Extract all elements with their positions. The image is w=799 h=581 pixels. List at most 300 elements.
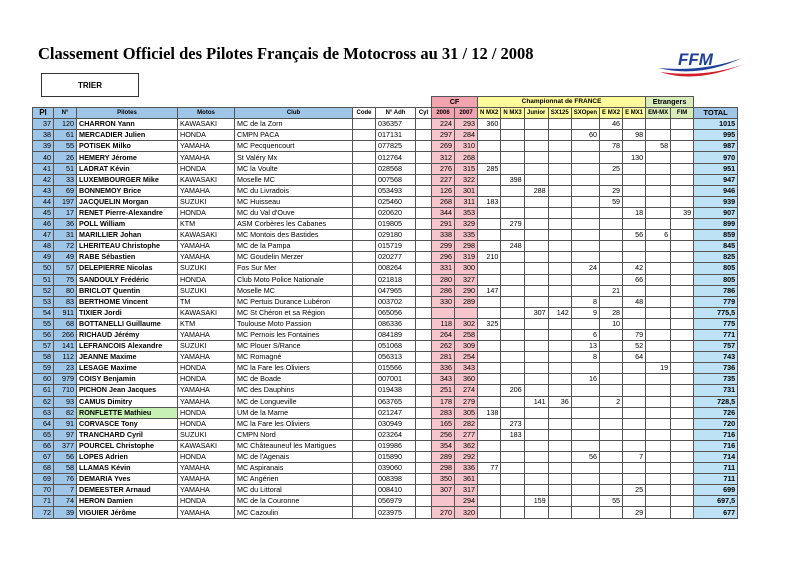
- cell-junior: [524, 196, 548, 207]
- cell-sx125: [548, 274, 571, 285]
- cell-sxopen: [571, 474, 599, 485]
- cell-cf-2006: 354: [432, 440, 455, 451]
- cell-nmx2: [478, 385, 501, 396]
- cell-emx2: [600, 341, 623, 352]
- cell-emx1: [623, 185, 646, 196]
- cell-adh: 023975: [376, 507, 416, 518]
- cell-code: [353, 263, 376, 274]
- cell-em-mx: [646, 341, 671, 352]
- cell-cf-2007: 329: [455, 219, 478, 230]
- cell-pl: 61: [33, 385, 54, 396]
- cell-club: CMPN PACA: [235, 130, 353, 141]
- cell-pl: 41: [33, 163, 54, 174]
- cell-emx1: 25: [623, 485, 646, 496]
- cell-sx125: [548, 230, 571, 241]
- cell-junior: [524, 385, 548, 396]
- championnat-group-header: Championnat de FRANCE: [478, 97, 646, 108]
- cell-emx2: [600, 219, 623, 230]
- cell-pl: 71: [33, 496, 54, 507]
- cell-sx125: 142: [548, 307, 571, 318]
- cell-emx1: [623, 285, 646, 296]
- cell-cf-2007: 268: [455, 152, 478, 163]
- cell-moto: SUZUKI: [178, 196, 235, 207]
- cell-club: MC de Boade: [235, 374, 353, 385]
- cell-no: 76: [54, 474, 77, 485]
- cell-code: [353, 429, 376, 440]
- cell-emx2: 46: [600, 119, 623, 130]
- cell-moto: YAMAHA: [178, 329, 235, 340]
- cell-nmx3: [501, 352, 524, 363]
- cell-adh: 007001: [376, 374, 416, 385]
- cell-cf-2006: 296: [432, 252, 455, 263]
- cell-club: MC de la Zorn: [235, 119, 353, 130]
- col-header-2006[interactable]: 2006: [432, 108, 455, 119]
- cell-name: LESAGE Maxime: [77, 363, 178, 374]
- cell-nmx3: [501, 152, 524, 163]
- cell-name: RENET Pierre-Alexandre: [77, 207, 178, 218]
- cell-code: [353, 130, 376, 141]
- cell-total: 951: [694, 163, 738, 174]
- col-header-nmx3[interactable]: N MX3: [501, 108, 524, 119]
- cell-sxopen: 8: [571, 296, 599, 307]
- cell-total: 775: [694, 318, 738, 329]
- cell-cf-2007: 254: [455, 352, 478, 363]
- cell-no: 7: [54, 485, 77, 496]
- cell-no: 377: [54, 440, 77, 451]
- cell-pl: 43: [33, 185, 54, 196]
- cell-club: MC Goudelin Merzer: [235, 252, 353, 263]
- table-row: [33, 207, 738, 218]
- cell-emx2: [600, 174, 623, 185]
- cell-emx1: [623, 141, 646, 152]
- cell-cf-2006: 297: [432, 130, 455, 141]
- cell-name: POTISEK Milko: [77, 141, 178, 152]
- cell-code: [353, 185, 376, 196]
- cell-cf-2006: 336: [432, 363, 455, 374]
- cell-pl: 64: [33, 418, 54, 429]
- col-header-emx1[interactable]: E MX1: [623, 108, 646, 119]
- cell-no: 68: [54, 318, 77, 329]
- cell-name: LEFRANCOIS Alexandre: [77, 341, 178, 352]
- cell-cyl: [416, 185, 432, 196]
- cell-cf-2006: 298: [432, 463, 455, 474]
- cell-no: 58: [54, 463, 77, 474]
- cell-em-mx: [646, 252, 671, 263]
- cell-nmx2: [478, 352, 501, 363]
- cell-moto: SUZUKI: [178, 263, 235, 274]
- col-header-code[interactable]: Code: [353, 108, 376, 119]
- cell-emx1: [623, 396, 646, 407]
- cell-cf-2007: 361: [455, 474, 478, 485]
- cell-cyl: [416, 285, 432, 296]
- cell-emx2: [600, 152, 623, 163]
- cell-cf-2007: 335: [455, 230, 478, 241]
- cell-no: 69: [54, 185, 77, 196]
- col-header-motos[interactable]: Motos: [178, 108, 235, 119]
- cell-sx125: [548, 329, 571, 340]
- cell-emx1: [623, 307, 646, 318]
- cell-cyl: [416, 241, 432, 252]
- cell-cyl: [416, 230, 432, 241]
- col-header-sx125[interactable]: SX125: [548, 108, 571, 119]
- cell-adh: 084189: [376, 329, 416, 340]
- cell-sxopen: 56: [571, 452, 599, 463]
- cell-pl: 69: [33, 474, 54, 485]
- cell-fim: [671, 474, 694, 485]
- cell-nmx3: [501, 507, 524, 518]
- cell-adh: 008410: [376, 485, 416, 496]
- cell-club: MC Aspiranais: [235, 463, 353, 474]
- cell-name: POLL William: [77, 219, 178, 230]
- cell-cf-2006: 270: [432, 507, 455, 518]
- cell-nmx2: [478, 396, 501, 407]
- cell-cyl: [416, 263, 432, 274]
- cell-moto: YAMAHA: [178, 385, 235, 396]
- cell-pl: 42: [33, 174, 54, 185]
- cell-emx1: 52: [623, 341, 646, 352]
- cell-sx125: [548, 196, 571, 207]
- table-row: [33, 396, 738, 407]
- cell-junior: [524, 285, 548, 296]
- cell-name: LOPES Adrien: [77, 452, 178, 463]
- cell-sx125: [548, 418, 571, 429]
- cell-nmx2: [478, 363, 501, 374]
- table-row: [33, 296, 738, 307]
- cell-cf-2006: 118: [432, 318, 455, 329]
- table-row: [33, 263, 738, 274]
- cell-nmx3: [501, 296, 524, 307]
- col-header-cyl[interactable]: Cyl: [416, 108, 432, 119]
- cell-adh: 077825: [376, 141, 416, 152]
- cell-fim: [671, 163, 694, 174]
- cell-adh: 056313: [376, 352, 416, 363]
- cell-moto: HONDA: [178, 418, 235, 429]
- cell-cf-2006: 281: [432, 352, 455, 363]
- cell-pl: 66: [33, 440, 54, 451]
- cell-total: 825: [694, 252, 738, 263]
- cell-pl: 56: [33, 329, 54, 340]
- cell-junior: 141: [524, 396, 548, 407]
- cell-cf-2006: 338: [432, 230, 455, 241]
- cell-club: ASM Corbères les Cabanes: [235, 219, 353, 230]
- cell-code: [353, 374, 376, 385]
- cell-sxopen: [571, 496, 599, 507]
- col-header-fim[interactable]: FIM: [671, 108, 694, 119]
- cell-emx2: [600, 440, 623, 451]
- cell-cyl: [416, 329, 432, 340]
- cell-sxopen: [571, 252, 599, 263]
- cell-total: 757: [694, 341, 738, 352]
- cell-code: [353, 418, 376, 429]
- cell-total: 728,5: [694, 396, 738, 407]
- cell-sx125: [548, 318, 571, 329]
- cell-code: [353, 407, 376, 418]
- cell-emx2: [600, 385, 623, 396]
- cell-name: BRICLOT Quentin: [77, 285, 178, 296]
- cell-nmx3: [501, 230, 524, 241]
- cell-moto: HONDA: [178, 407, 235, 418]
- cell-club: MC Huisseau: [235, 196, 353, 207]
- table-row: [33, 440, 738, 451]
- col-header-2007[interactable]: 2007: [455, 108, 478, 119]
- cell-nmx2: [478, 130, 501, 141]
- cell-pl: 48: [33, 241, 54, 252]
- cell-emx2: [600, 463, 623, 474]
- cell-pl: 54: [33, 307, 54, 318]
- cell-em-mx: [646, 352, 671, 363]
- cell-code: [353, 474, 376, 485]
- cell-fim: [671, 385, 694, 396]
- table-row: [33, 407, 738, 418]
- cell-nmx2: [478, 341, 501, 352]
- col-header-pilotes[interactable]: Pilotes: [77, 108, 178, 119]
- cell-fim: 39: [671, 207, 694, 218]
- cell-moto: HONDA: [178, 274, 235, 285]
- cell-no: 710: [54, 385, 77, 396]
- cell-nmx3: 183: [501, 429, 524, 440]
- cell-cf-2007: 353: [455, 207, 478, 218]
- col-header-sxopen[interactable]: SXOpen: [571, 108, 599, 119]
- svg-text:FFM: FFM: [678, 50, 713, 69]
- cell-code: [353, 307, 376, 318]
- cell-emx2: [600, 252, 623, 263]
- cell-moto: HONDA: [178, 207, 235, 218]
- cell-nmx3: [501, 185, 524, 196]
- cell-name: HERON Damien: [77, 496, 178, 507]
- cell-code: [353, 219, 376, 230]
- table-row: [33, 230, 738, 241]
- cell-adh: 036357: [376, 119, 416, 130]
- cell-cf-2006: 126: [432, 185, 455, 196]
- cell-emx2: [600, 485, 623, 496]
- cell-pl: 45: [33, 207, 54, 218]
- cell-emx2: [600, 407, 623, 418]
- table-row: [33, 485, 738, 496]
- cell-club: MC Romagné: [235, 352, 353, 363]
- cell-no: 75: [54, 274, 77, 285]
- cell-junior: [524, 463, 548, 474]
- cell-junior: [524, 263, 548, 274]
- table-row: [33, 463, 738, 474]
- cell-emx1: 64: [623, 352, 646, 363]
- cell-code: [353, 341, 376, 352]
- cell-no: 197: [54, 196, 77, 207]
- cell-fim: [671, 196, 694, 207]
- cell-moto: KAWASAKI: [178, 230, 235, 241]
- cell-nmx3: [501, 374, 524, 385]
- col-header-emx2[interactable]: E MX2: [600, 108, 623, 119]
- cell-nmx3: [501, 329, 524, 340]
- cell-fim: [671, 241, 694, 252]
- cell-pl: 37: [33, 119, 54, 130]
- table-row: [33, 474, 738, 485]
- cell-fim: [671, 440, 694, 451]
- cell-emx1: 18: [623, 207, 646, 218]
- cell-emx1: [623, 474, 646, 485]
- cell-name: CHARRON Yann: [77, 119, 178, 130]
- cell-sx125: [548, 474, 571, 485]
- cell-emx2: [600, 507, 623, 518]
- cell-nmx2: [478, 418, 501, 429]
- cell-club: MC Cazoulin: [235, 507, 353, 518]
- cell-cf-2007: 294: [455, 496, 478, 507]
- cell-adh: 020277: [376, 252, 416, 263]
- cell-pl: 70: [33, 485, 54, 496]
- cell-fim: [671, 296, 694, 307]
- col-header-no[interactable]: N°: [54, 108, 77, 119]
- cell-adh: 047965: [376, 285, 416, 296]
- cell-nmx2: [478, 230, 501, 241]
- cell-fim: [671, 341, 694, 352]
- cell-moto: HONDA: [178, 374, 235, 385]
- cell-total: 907: [694, 207, 738, 218]
- cell-adh: 063765: [376, 396, 416, 407]
- cell-adh: 017131: [376, 130, 416, 141]
- cell-junior: [524, 119, 548, 130]
- cell-nmx2: 183: [478, 196, 501, 207]
- cell-nmx2: [478, 329, 501, 340]
- cell-fim: [671, 429, 694, 440]
- cell-moto: HONDA: [178, 130, 235, 141]
- cell-em-mx: [646, 440, 671, 451]
- cell-cf-2006: 268: [432, 196, 455, 207]
- cell-cyl: [416, 207, 432, 218]
- table-row: [33, 352, 738, 363]
- cell-emx2: 55: [600, 496, 623, 507]
- cell-total: 899: [694, 219, 738, 230]
- cell-fim: [671, 363, 694, 374]
- cell-sxopen: 13: [571, 341, 599, 352]
- cell-sxopen: [571, 385, 599, 396]
- cell-total: 786: [694, 285, 738, 296]
- cell-emx2: [600, 452, 623, 463]
- col-header-total[interactable]: TOTAL: [694, 108, 738, 119]
- trier-button[interactable]: TRIER: [41, 73, 139, 97]
- cell-junior: [524, 341, 548, 352]
- cell-pl: 60: [33, 374, 54, 385]
- cell-sx125: [548, 252, 571, 263]
- cell-emx2: 10: [600, 318, 623, 329]
- cell-adh: 015719: [376, 241, 416, 252]
- cell-cf-2006: 344: [432, 207, 455, 218]
- cell-total: 716: [694, 429, 738, 440]
- cell-total: 859: [694, 230, 738, 241]
- col-header-em-mx[interactable]: EM-MX: [646, 108, 671, 119]
- cell-total: 775,5: [694, 307, 738, 318]
- cell-sxopen: 6: [571, 329, 599, 340]
- cell-moto: SUZUKI: [178, 341, 235, 352]
- cell-adh: 019805: [376, 219, 416, 230]
- cell-moto: KTM: [178, 318, 235, 329]
- cell-pl: 47: [33, 230, 54, 241]
- cell-nmx2: [478, 219, 501, 230]
- cell-em-mx: [646, 318, 671, 329]
- cell-total: 711: [694, 474, 738, 485]
- cell-nmx3: [501, 363, 524, 374]
- cell-sx125: [548, 363, 571, 374]
- cell-no: 33: [54, 174, 77, 185]
- cell-moto: SUZUKI: [178, 285, 235, 296]
- table-row: [33, 341, 738, 352]
- cell-total: 716: [694, 440, 738, 451]
- cell-no: 55: [54, 141, 77, 152]
- cell-cf-2006: 289: [432, 452, 455, 463]
- cell-cf-2007: 277: [455, 429, 478, 440]
- cell-cf-2007: 258: [455, 329, 478, 340]
- cell-total: 947: [694, 174, 738, 185]
- cell-name: LUXEMBOURGER Mike: [77, 174, 178, 185]
- cell-emx1: [623, 407, 646, 418]
- cell-nmx3: 248: [501, 241, 524, 252]
- table-row: [33, 307, 738, 318]
- table-row: [33, 285, 738, 296]
- cell-cf-2006: 269: [432, 141, 455, 152]
- col-header-adh[interactable]: N° Adh: [376, 108, 416, 119]
- col-header-club[interactable]: Club: [235, 108, 353, 119]
- col-header-pl[interactable]: Pl: [33, 108, 54, 119]
- cell-cf-2006: 330: [432, 296, 455, 307]
- page-title: Classement Officiel des Pilotes Français de Motocross au 31 / 12 / 2008: [38, 44, 534, 63]
- cell-em-mx: [646, 274, 671, 285]
- cell-emx1: [623, 163, 646, 174]
- cell-no: 91: [54, 418, 77, 429]
- cell-no: 80: [54, 285, 77, 296]
- cell-em-mx: [646, 207, 671, 218]
- cell-moto: YAMAHA: [178, 474, 235, 485]
- cell-no: 74: [54, 496, 77, 507]
- cell-em-mx: [646, 374, 671, 385]
- cell-nmx2: 138: [478, 407, 501, 418]
- cell-nmx3: [501, 196, 524, 207]
- cell-name: BERTHOME Vincent: [77, 296, 178, 307]
- cell-cf-2007: 292: [455, 452, 478, 463]
- cell-fim: [671, 119, 694, 130]
- cell-cyl: [416, 363, 432, 374]
- cell-club: MC Angérien: [235, 474, 353, 485]
- col-header-nmx2[interactable]: N MX2: [478, 108, 501, 119]
- cell-nmx2: 285: [478, 163, 501, 174]
- cell-no: 82: [54, 407, 77, 418]
- table-row: [33, 174, 738, 185]
- cell-name: POURCEL Christophe: [77, 440, 178, 451]
- cell-junior: [524, 207, 548, 218]
- cell-junior: [524, 363, 548, 374]
- cell-emx1: 98: [623, 130, 646, 141]
- cell-name: LLAMAS Kévin: [77, 463, 178, 474]
- cell-fim: [671, 485, 694, 496]
- cell-emx1: [623, 119, 646, 130]
- cell-name: RICHAUD Jérémy: [77, 329, 178, 340]
- cell-pl: 50: [33, 263, 54, 274]
- cell-sxopen: [571, 440, 599, 451]
- cell-cf-2006: [432, 496, 455, 507]
- table-row: [33, 363, 738, 374]
- cell-emx1: 29: [623, 507, 646, 518]
- table-row: [33, 507, 738, 518]
- cell-nmx2: [478, 152, 501, 163]
- cell-junior: [524, 274, 548, 285]
- cell-cf-2006: 178: [432, 396, 455, 407]
- cell-sxopen: [571, 429, 599, 440]
- cell-fim: [671, 219, 694, 230]
- cell-moto: KAWASAKI: [178, 119, 235, 130]
- table-row: [33, 418, 738, 429]
- cell-fim: [671, 329, 694, 340]
- col-header-junior[interactable]: Junior: [524, 108, 548, 119]
- cell-em-mx: [646, 463, 671, 474]
- cell-sxopen: [571, 407, 599, 418]
- cell-nmx2: [478, 207, 501, 218]
